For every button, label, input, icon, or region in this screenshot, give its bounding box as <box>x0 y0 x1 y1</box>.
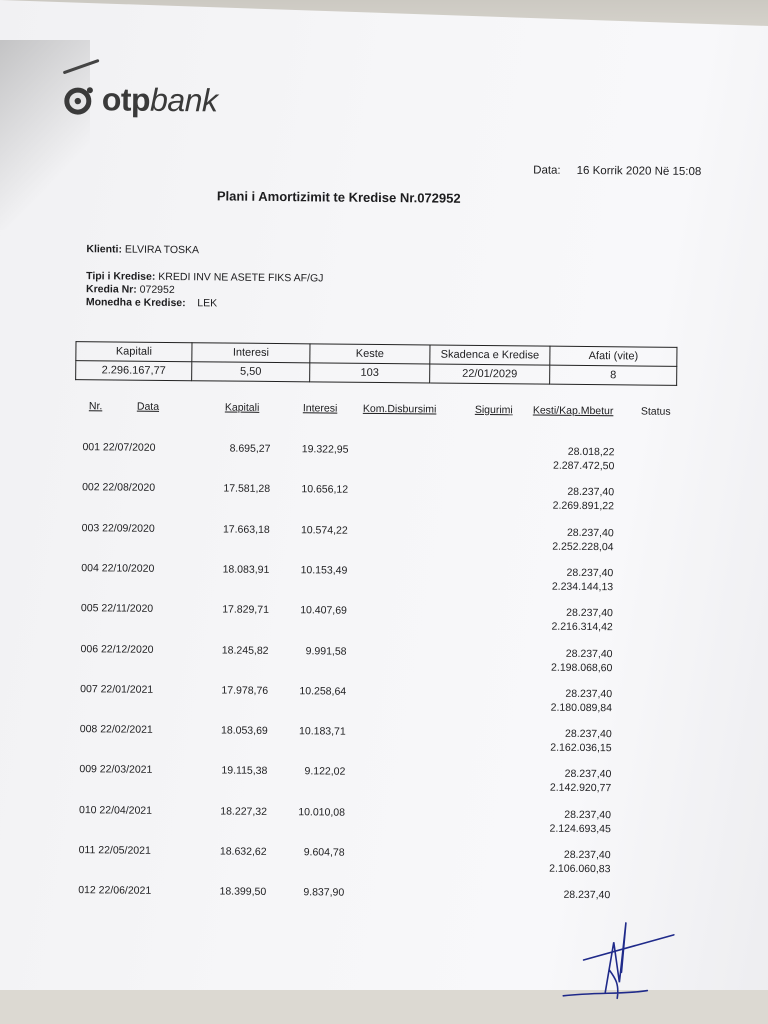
client-line <box>86 243 199 256</box>
row-kapitali: 8.695,27 <box>229 442 271 455</box>
row-kesti: 28.237,40 <box>566 566 614 580</box>
row-nr-date: 004 22/10/2020 <box>81 562 155 575</box>
summary-header: Skadenca e Kredise <box>430 345 550 365</box>
credit-type-label: Tipi i Kredise: <box>86 270 156 283</box>
row-interesi: 10.183,71 <box>298 725 346 738</box>
row-interesi: 10.656,12 <box>301 483 349 496</box>
table-row <box>0 763 765 800</box>
row-kapitali: 18.632,62 <box>219 845 267 858</box>
table-row <box>0 682 766 719</box>
currency-label: Monedha e Kredise: <box>85 296 186 310</box>
document-title: Plani i Amortizimit te Kredise Nr.072952 <box>216 188 461 206</box>
row-kesti: 28.237,40 <box>564 768 612 781</box>
row-nr-date: 012 22/06/2021 <box>78 884 152 898</box>
table-row <box>0 843 765 880</box>
column-header-status: Status <box>640 405 671 418</box>
table-row <box>0 521 768 558</box>
row-kapitali: 18.053,69 <box>221 724 268 738</box>
row-interesi: 10.010,08 <box>298 805 346 819</box>
currency-value: LEK <box>197 297 218 310</box>
row-nr-date: 002 22/08/2020 <box>82 481 156 495</box>
credit-number-label: Kredia Nr: <box>85 283 137 296</box>
loan-summary-table <box>75 341 677 386</box>
row-interesi: 10.574,22 <box>300 523 348 537</box>
row-nr-date: 010 22/04/2021 <box>78 803 153 817</box>
row-kapital-mbetur: 2.287.472,50 <box>552 459 615 473</box>
row-kapital-mbetur: 2.180.089,84 <box>550 701 613 715</box>
otp-logo-icon <box>64 83 96 115</box>
handwritten-signature <box>555 912 686 1003</box>
row-kapital-mbetur: 2.142.920,77 <box>549 782 612 795</box>
summary-header: Interesi <box>192 343 310 363</box>
table-row <box>0 440 768 477</box>
row-kapital-mbetur: 2.106.060,83 <box>549 862 611 876</box>
row-nr-date: 007 22/01/2021 <box>80 682 154 696</box>
table-row <box>0 642 767 679</box>
pen-mark <box>63 59 100 74</box>
credit-type-line <box>86 270 323 284</box>
row-interesi: 10.153,49 <box>300 564 348 577</box>
client-label: Klienti: <box>86 243 123 256</box>
row-interesi: 9.991,58 <box>305 644 347 658</box>
row-interesi: 10.258,64 <box>299 685 347 698</box>
row-kesti: 28.237,40 <box>565 687 613 701</box>
date-value: 16 Korrik 2020 Në 15:08 <box>576 164 702 179</box>
row-nr-date: 006 22/12/2020 <box>80 642 154 656</box>
summary-value: 103 <box>310 363 430 383</box>
row-kesti: 28.237,40 <box>566 606 613 620</box>
row-kapital-mbetur: 2.252.228,04 <box>552 540 614 553</box>
bank-logo <box>64 81 218 119</box>
column-header-kesti: Kesti/Kap.Mbetur <box>532 404 614 418</box>
row-kesti: 28.237,40 <box>563 848 611 862</box>
row-kapitali: 18.083,91 <box>222 563 270 576</box>
bank-name: otpbank <box>101 81 218 119</box>
summary-header: Afati (vite) <box>550 346 677 366</box>
summary-value: 22/01/2029 <box>430 364 550 384</box>
column-header-kapitali: Kapitali <box>224 401 260 414</box>
column-header-interesi: Interesi <box>302 402 338 415</box>
row-nr-date: 011 22/05/2021 <box>78 844 151 857</box>
date-label: Data: <box>533 164 561 177</box>
row-nr-date: 005 22/11/2020 <box>80 602 154 616</box>
summary-value: 8 <box>550 365 677 385</box>
row-kapitali: 18.227,32 <box>220 805 268 818</box>
row-kesti: 28.018,22 <box>567 445 615 459</box>
row-kapital-mbetur: 2.269.891,22 <box>552 499 615 513</box>
row-nr-date: 008 22/02/2021 <box>79 723 153 736</box>
row-kapital-mbetur: 2.216.314,42 <box>551 620 613 634</box>
row-interesi: 10.407,69 <box>300 604 347 617</box>
row-kapital-mbetur: 2.124.693,45 <box>549 822 611 835</box>
credit-number-line <box>86 283 175 296</box>
credit-type-value: KREDI INV NE ASETE FIKS AF/GJ <box>158 270 324 285</box>
row-kapitali: 17.663,18 <box>222 523 270 536</box>
summary-value: 2.296.167,77 <box>76 361 192 381</box>
column-header-nr: Nr. <box>88 400 103 413</box>
row-nr-date: 003 22/09/2020 <box>81 521 155 535</box>
summary-header: Keste <box>310 344 430 364</box>
table-row <box>0 481 768 518</box>
table-row <box>0 561 767 598</box>
currency-line <box>86 296 217 309</box>
row-interesi: 9.837,90 <box>303 886 345 899</box>
row-kapitali: 19.115,38 <box>221 764 268 778</box>
row-kapital-mbetur: 2.198.068,60 <box>551 661 613 674</box>
column-header-kom-disbursimi: Kom.Disbursimi <box>362 402 437 416</box>
table-row <box>0 722 766 759</box>
row-kesti: 28.237,40 <box>564 808 612 821</box>
row-nr-date: 001 22/07/2020 <box>82 441 156 454</box>
row-kapitali: 17.581,28 <box>223 482 271 496</box>
row-kapitali: 17.978,76 <box>221 684 269 697</box>
row-interesi: 19.322,95 <box>301 443 349 456</box>
summary-value: 5,50 <box>192 362 310 382</box>
row-kesti: 28.237,40 <box>564 727 612 741</box>
print-date <box>533 164 701 178</box>
column-header-sigurimi: Sigurimi <box>474 403 513 417</box>
row-kesti: 28.237,40 <box>566 526 614 539</box>
row-kapital-mbetur: 2.234.144,13 <box>551 580 614 594</box>
row-interesi: 9.604,78 <box>303 846 345 859</box>
client-value: ELVIRA TOSKA <box>124 243 200 257</box>
row-interesi: 9.122,02 <box>304 765 346 779</box>
row-kesti: 28.237,40 <box>563 889 611 902</box>
row-kapitali: 18.399,50 <box>219 885 267 899</box>
row-kapitali: 18.245,82 <box>221 643 269 657</box>
row-kapitali: 17.829,71 <box>222 603 269 617</box>
credit-number-value: 072952 <box>139 283 175 297</box>
table-row <box>0 803 765 840</box>
table-row <box>0 602 767 639</box>
row-nr-date: 009 22/03/2021 <box>79 763 153 777</box>
row-kapital-mbetur: 2.162.036,15 <box>550 741 612 755</box>
row-kesti: 28.237,40 <box>565 647 613 660</box>
summary-header: Kapitali <box>76 342 192 362</box>
column-header-data: Data <box>136 400 160 413</box>
row-kesti: 28.237,40 <box>567 486 615 499</box>
